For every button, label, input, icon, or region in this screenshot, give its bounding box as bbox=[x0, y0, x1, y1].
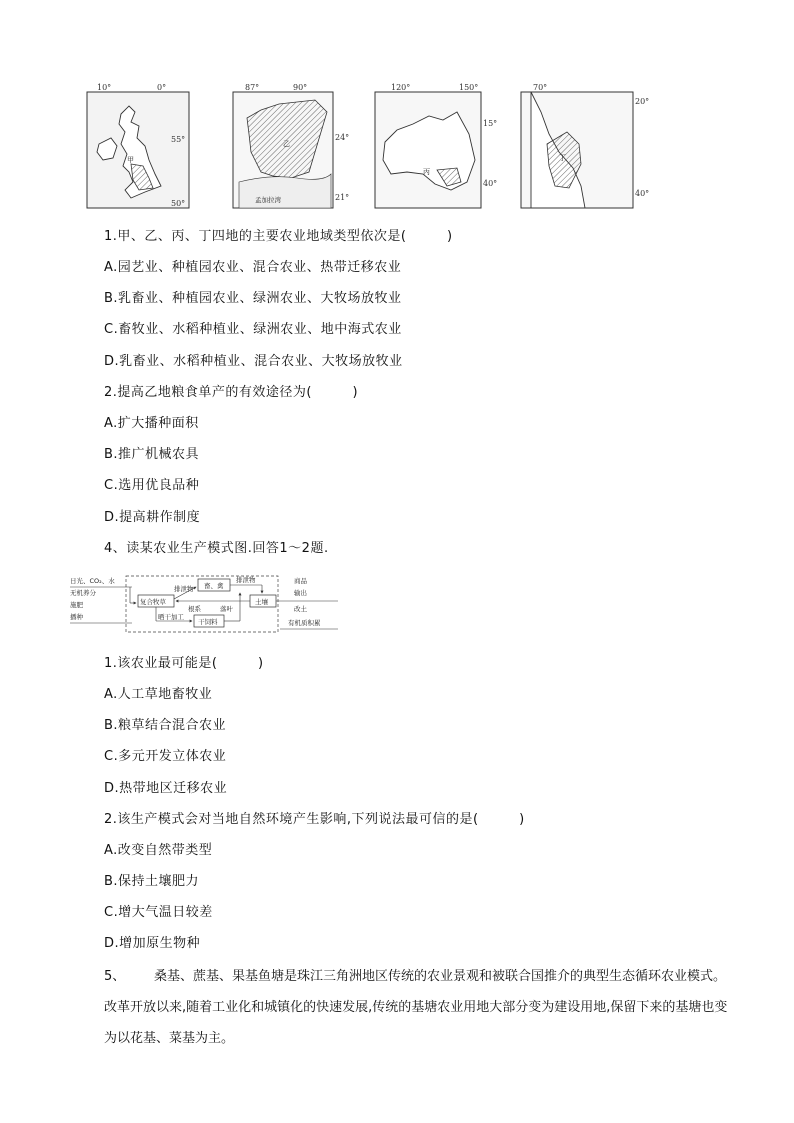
maps-row bbox=[83, 82, 650, 214]
box-label: 干饲料 bbox=[198, 618, 218, 626]
option-c: C.选用优良品种 bbox=[104, 478, 200, 493]
question-2: 2.提高乙地粮食单产的有效途径为( ) bbox=[104, 385, 359, 400]
map-tick: 40° bbox=[635, 189, 650, 198]
arrow-label: 落叶 bbox=[220, 605, 233, 613]
map-tick: 87° bbox=[245, 83, 260, 92]
input-label: 施肥 bbox=[70, 601, 83, 609]
output-label: 输出 bbox=[294, 589, 307, 597]
sea-label: 孟加拉湾 bbox=[255, 196, 281, 204]
question-2: 2.该生产模式会对当地自然环境产生影响,下列说法最可信的是( ) bbox=[104, 812, 525, 827]
option-c: C.畜牧业、水稻种植业、绿洲农业、地中海式农业 bbox=[104, 322, 402, 337]
option-d: D.提高耕作制度 bbox=[104, 510, 201, 525]
arrow-label: 晒干加工 bbox=[158, 613, 184, 621]
agri-flow-diagram bbox=[70, 573, 340, 635]
map-tick: 90° bbox=[293, 83, 308, 92]
map-tick: 150° bbox=[459, 83, 479, 92]
map-tick: 21° bbox=[335, 193, 350, 202]
map-tick: 20° bbox=[635, 97, 650, 106]
input-label: 日光、CO₂、水 bbox=[70, 577, 115, 585]
option-b: B.粮草结合混合农业 bbox=[104, 718, 227, 733]
question-1: 1.该农业最可能是( ) bbox=[104, 656, 264, 671]
map-australia bbox=[373, 82, 498, 210]
arrow-label: 根系 bbox=[188, 605, 201, 613]
option-d: D.热带地区迁移农业 bbox=[104, 781, 228, 796]
option-d: D.增加原生物种 bbox=[104, 936, 201, 951]
option-b: B.保持土壤肥力 bbox=[104, 874, 200, 889]
box-label: 畜、禽 bbox=[204, 582, 224, 590]
box-label: 复合牧草 bbox=[140, 598, 166, 606]
arrow-label: 排泄物 bbox=[174, 585, 194, 593]
option-d: D.乳畜业、水稻种植业、混合农业、大牧场放牧业 bbox=[104, 354, 403, 369]
input-label: 播种 bbox=[70, 613, 83, 621]
output-label: 有机质积累 bbox=[288, 619, 321, 627]
option-a: A.扩大播种面积 bbox=[104, 416, 199, 431]
map-tick: 55° bbox=[171, 135, 186, 144]
map-argentina bbox=[519, 82, 650, 210]
option-b: B.乳畜业、种植园农业、绿洲农业、大牧场放牧业 bbox=[104, 291, 402, 306]
map-britain bbox=[83, 82, 193, 210]
region-label: 丙 bbox=[423, 168, 430, 176]
map-tick: 120° bbox=[391, 83, 411, 92]
section-4-heading: 4、读某农业生产模式图.回答1～2题. bbox=[104, 541, 329, 556]
output-label: 改土 bbox=[294, 605, 307, 613]
map-tick: 40° bbox=[483, 179, 498, 188]
section-5-text: 桑基、蔗基、果基鱼塘是珠江三角洲地区传统的农业景观和被联合国推介的典型生态循环农业模式。改革开放以来,随着工业化和城镇化的快速发展,传统的基塘农业用地大部分变为建设用地,保留下来的基塘也变为以花基、菜基为主。 bbox=[104, 969, 728, 1046]
map-tick: 70° bbox=[533, 83, 548, 92]
option-a: A.人工草地畜牧业 bbox=[104, 687, 213, 702]
map-bengal bbox=[231, 82, 351, 210]
map-tick: 50° bbox=[171, 199, 186, 208]
map-tick: 24° bbox=[335, 133, 350, 142]
region-label: 甲 bbox=[127, 156, 134, 164]
output-label: 商品 bbox=[294, 577, 307, 585]
option-a: A.改变自然带类型 bbox=[104, 843, 213, 858]
map-tick: 0° bbox=[157, 83, 167, 92]
option-a: A.园艺业、种植园农业、混合农业、热带迁移农业 bbox=[104, 260, 402, 275]
map-tick: 10° bbox=[97, 83, 112, 92]
region-label: 丁 bbox=[559, 154, 566, 162]
option-c: C.多元开发立体农业 bbox=[104, 749, 227, 764]
section-5-paragraph bbox=[104, 961, 736, 1054]
arrow-label: 排泄物 bbox=[236, 576, 256, 584]
question-1: 1.甲、乙、丙、丁四地的主要农业地域类型依次是( ) bbox=[104, 229, 453, 244]
box-label: 土壤 bbox=[255, 598, 268, 606]
section-5-number: 5、 bbox=[104, 969, 126, 984]
input-label: 无机养分 bbox=[70, 589, 96, 597]
region-label: 乙 bbox=[283, 140, 290, 148]
map-tick: 15° bbox=[483, 119, 498, 128]
option-c: C.增大气温日较差 bbox=[104, 905, 213, 920]
option-b: B.推广机械农具 bbox=[104, 447, 200, 462]
